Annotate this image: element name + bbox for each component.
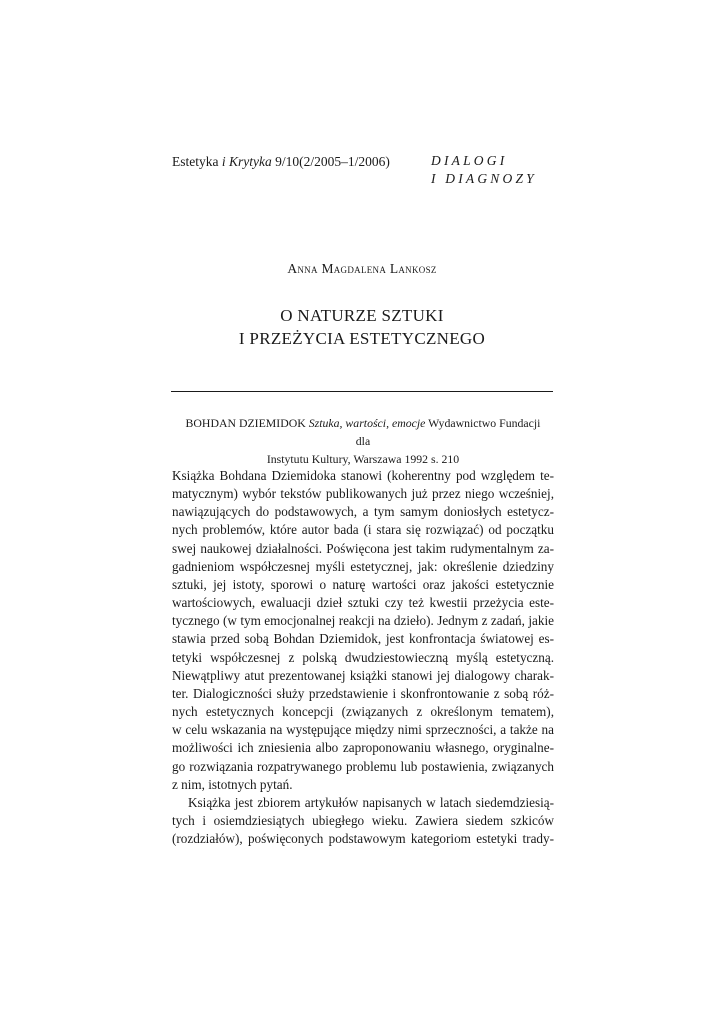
text-line: nawiązujących do podstawowych, a tym samym doniosłych estetycz- [172, 504, 554, 520]
reviewed-book-publisher-1: Wydawnictwo Fundacji dla [355, 416, 541, 448]
journal-citation [172, 153, 390, 171]
text-line: tych i osiemdziesiątych ubiegłego wieku. Zawiera siedem szkiców [172, 812, 554, 828]
text-line: w celu wskazania na występujące między nimi sprzeczności, a także na [172, 722, 554, 738]
text-line: tycznego (w tym emocjonalnej reakcji na dzieło). Jednym z zadań, jakie [172, 613, 554, 629]
text-line: stawia przed sobą Bohdan Dziemidok, jest konfrontacja światowej es- [172, 631, 554, 647]
text-line: z nim, istotnych pytań. [172, 776, 293, 792]
article-title-line-2: I PRZEŻYCIA ESTETYCZNEGO [238, 329, 486, 348]
body-text [172, 467, 554, 848]
reviewed-book-title: Sztuka, wartości, emocje [308, 416, 426, 430]
reviewed-book-publisher-2: Instytutu Kultury, Warszawa 1992 s. 210 [266, 452, 460, 466]
text-line: wartościowych, ewaluacji dzieł sztuki czy też kwestii przeżycia este- [172, 595, 554, 611]
text-line: (rozdziałów), poświęconych podstawowym kategoriom estetyki trady- [172, 831, 554, 847]
text-line: Niewątpliwy atut prezentowanej książki stanowi jej dialogowy charak- [172, 667, 554, 683]
text-line: gadnieniom współczesnej myśli estetycznej, jak: określenie dziedziny [172, 558, 554, 574]
section-label-line-2: I DIAGNOZY [431, 171, 537, 186]
text-line: matycznym) wybór tekstów publikowanych już przez niego wcześniej, [172, 486, 554, 502]
text-line: Książka Bohdana Dziemidoka stanowi (koherentny pod względem te- [172, 468, 554, 483]
paragraph-1 [172, 467, 554, 794]
paragraph-2 [172, 794, 554, 848]
section-label [431, 152, 537, 188]
article-title-line-1: O NATURZE SZTUKI [280, 306, 444, 325]
journal-name: Estetyka [172, 154, 219, 169]
section-label-line-1: DIALOGI [431, 153, 508, 168]
text-line: Książka jest zbiorem artykułów napisanych w latach siedemdziesią- [188, 794, 554, 810]
journal-name-italic: i Krytyka [221, 154, 272, 169]
divider-rule [171, 391, 553, 392]
text-line: swej naukowej działalności. Poświęcona jest takim rudymentalnym za- [172, 540, 554, 556]
article-author: Anna Magdalena Lankosz [287, 261, 437, 276]
text-line: sztuki, jej istoty, sporowi o naturę wartości oraz jakości estetycznie [172, 576, 554, 592]
text-line: nych problemów, które autor bada (i stara się rozwiązać) od początku [172, 522, 554, 538]
reviewed-book-author: BOHDAN DZIEMIDOK [185, 416, 306, 430]
article-title [0, 304, 724, 350]
text-line: możliwości ich zniesienia albo zaproponowaniu własnego, oryginalne- [172, 740, 554, 756]
reviewed-book-citation [180, 414, 546, 468]
text-line: tetyki współczesnej z polską dwudziestowieczną myślą estetyczną. [172, 649, 554, 665]
journal-issue: 9/10(2/2005–1/2006) [275, 154, 390, 169]
text-line: go rozwiązania rozpatrywanego problemu lub postawienia, związanych [172, 758, 554, 774]
text-line: nych estetycznych koncepcji (związanych z określonym tematem), [172, 704, 554, 720]
text-line: ter. Dialogiczności służy przedstawienie i skonfrontowanie z sobą róż- [172, 685, 554, 701]
